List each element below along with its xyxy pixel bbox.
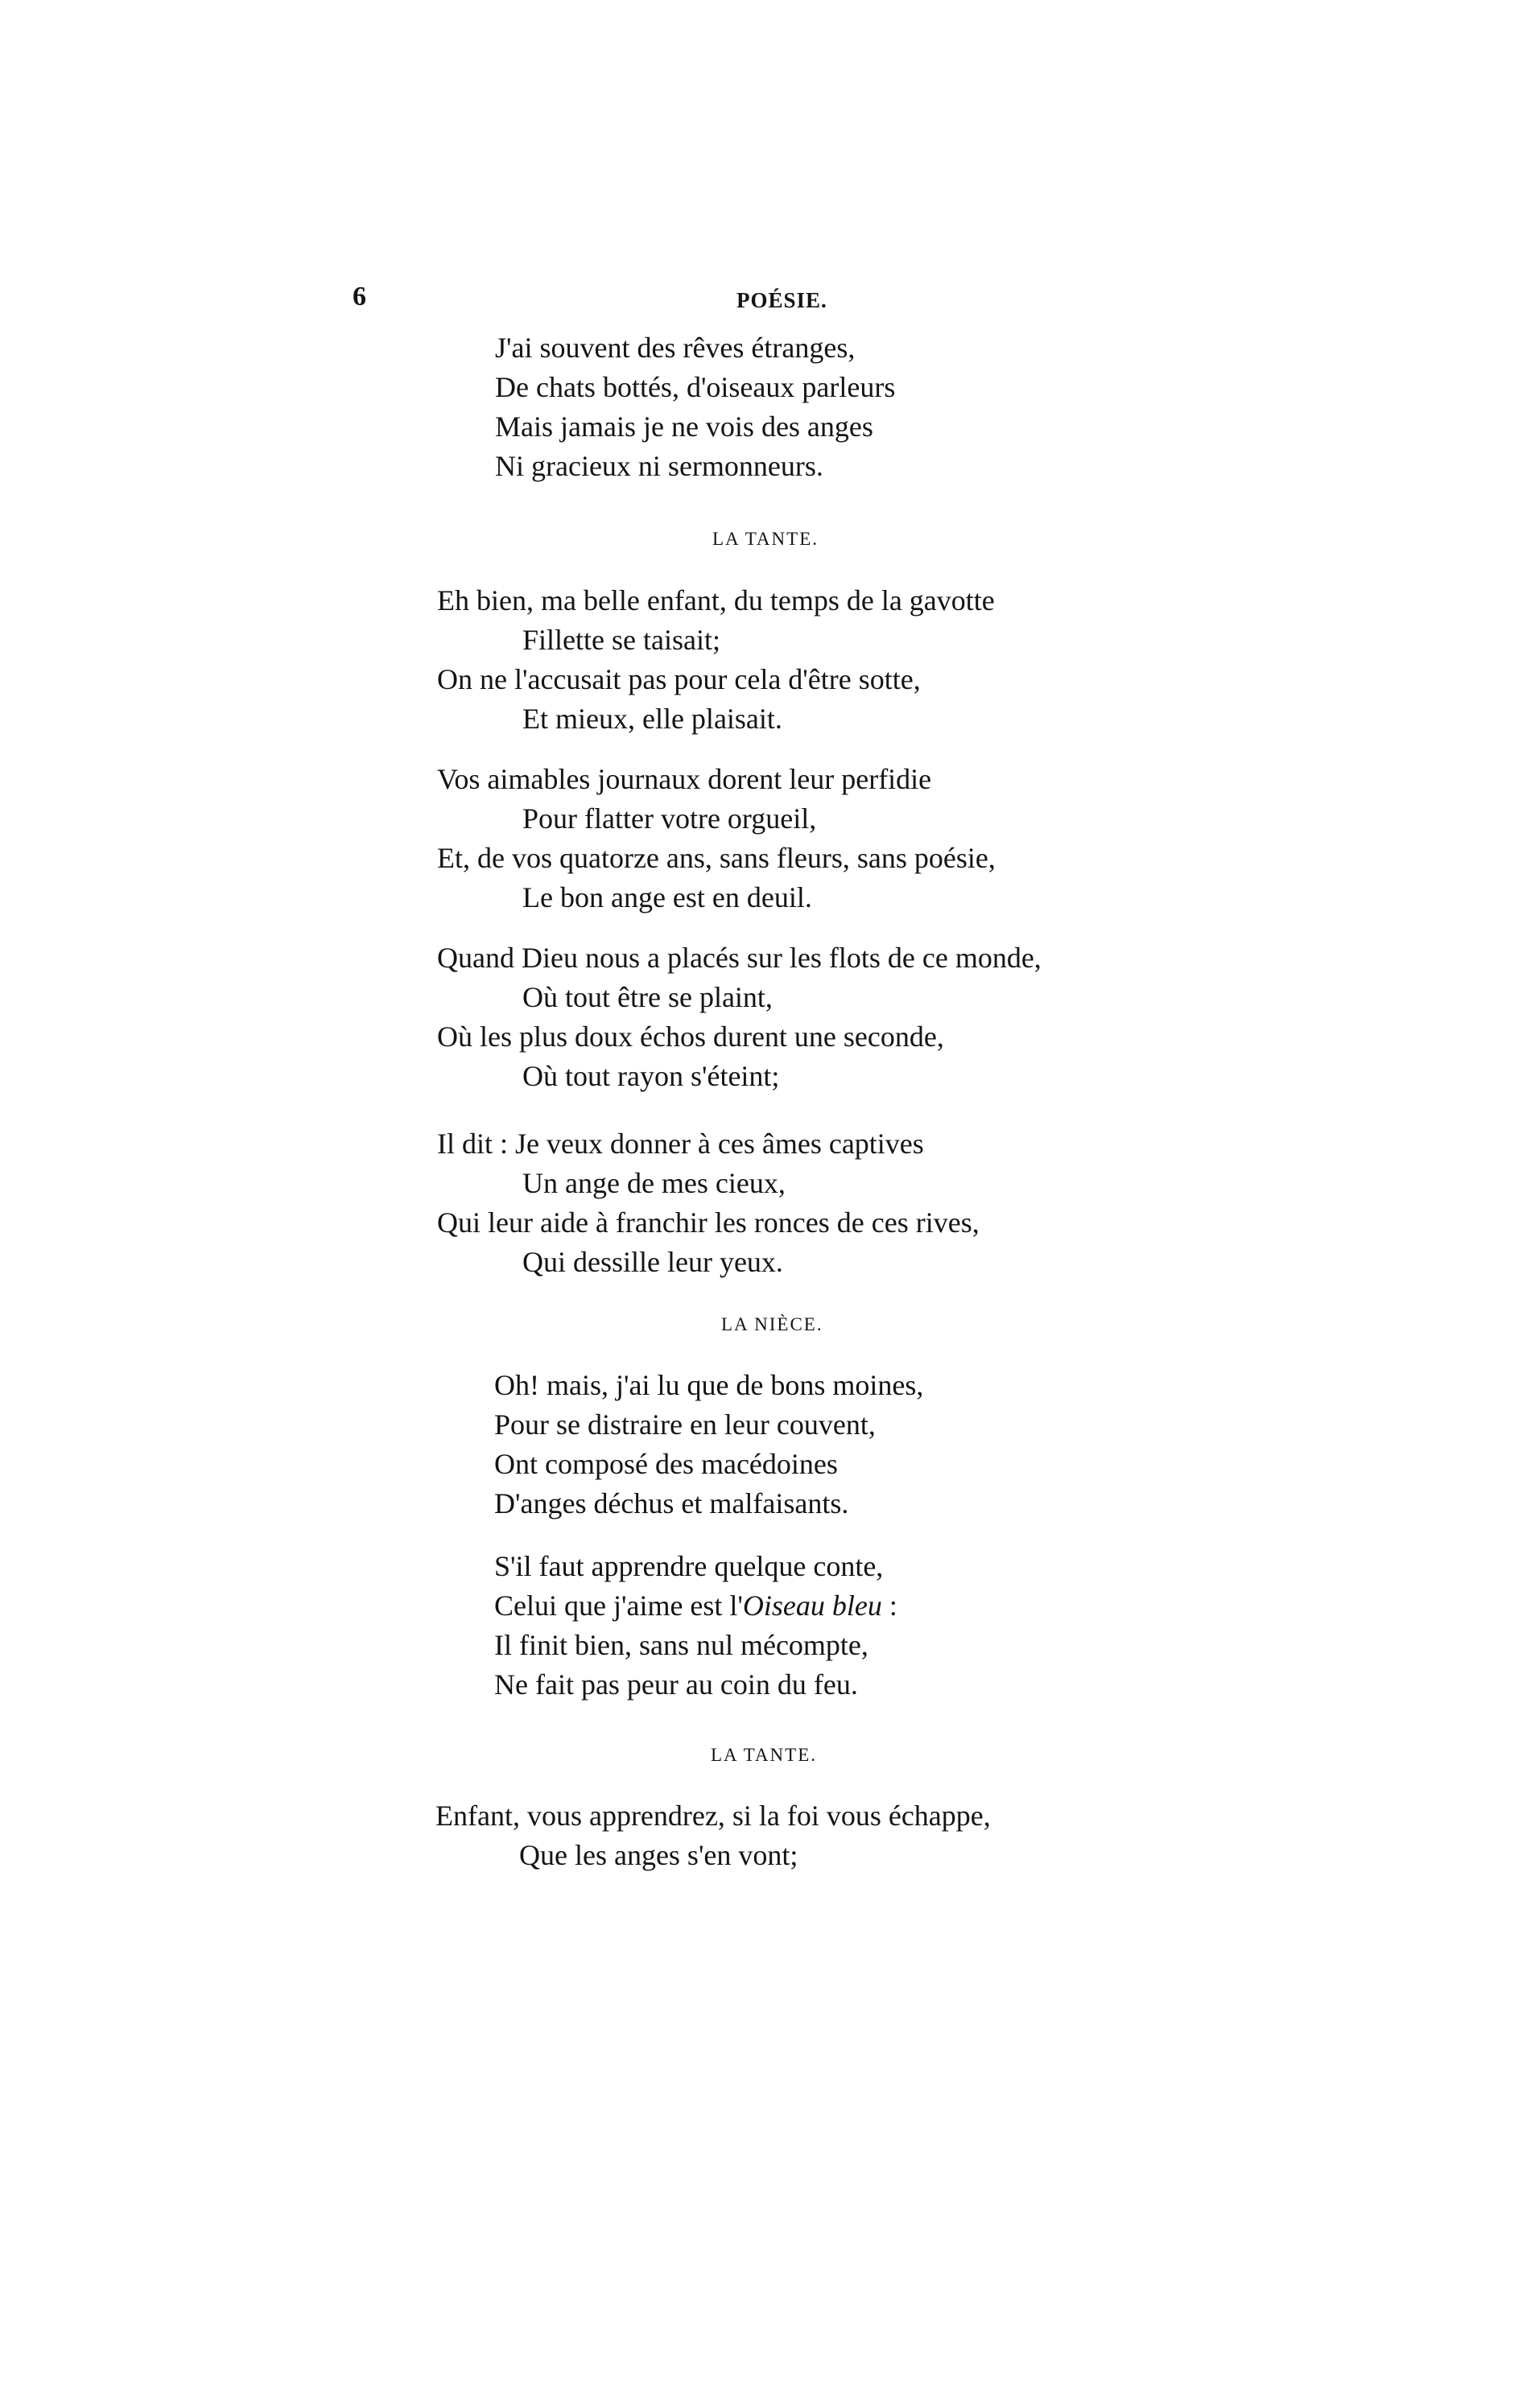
verse-line: Il dit : Je veux donner à ces âmes captives bbox=[437, 1128, 924, 1160]
verse-line: Enfant, vous apprendrez, si la foi vous échappe, bbox=[435, 1800, 991, 1832]
verse-line: Mais jamais je ne vois des anges bbox=[495, 410, 873, 443]
speaker-label: LA NIÈCE. bbox=[721, 1314, 823, 1334]
verse-line: J'ai souvent des rêves étranges, bbox=[495, 332, 856, 364]
verse-line: Un ange de mes cieux, bbox=[522, 1167, 786, 1199]
verse-line: Qui dessille leur yeux. bbox=[522, 1246, 783, 1278]
verse-line: Et, de vos quatorze ans, sans fleurs, sans poésie, bbox=[437, 842, 996, 874]
verse-line: Quand Dieu nous a placés sur les flots de ce monde, bbox=[437, 942, 1042, 974]
verse-text: Celui que j'aime est l' bbox=[494, 1590, 743, 1622]
verse-line: Vos aimables journaux dorent leur perfidie bbox=[437, 763, 932, 795]
speaker-label: LA TANTE. bbox=[712, 529, 819, 549]
stanza-niece-1 bbox=[494, 1366, 923, 1524]
stanza-intro bbox=[495, 328, 895, 486]
verse-text: : bbox=[881, 1590, 897, 1622]
verse-line: Où tout être se plaint, bbox=[522, 981, 773, 1013]
verse-line: Où tout rayon s'éteint; bbox=[522, 1060, 780, 1092]
stanza-tante-2 bbox=[437, 760, 996, 917]
running-title: POÉSIE. bbox=[736, 288, 827, 312]
verse-line: Et mieux, elle plaisait. bbox=[522, 703, 782, 735]
stanza-tante-3 bbox=[437, 938, 1042, 1096]
book-title-italic: Oiseau bleu bbox=[742, 1590, 882, 1622]
verse-line: Ni gracieux ni sermonneurs. bbox=[495, 450, 823, 482]
verse-line: Eh bien, ma belle enfant, du temps de la gavotte bbox=[437, 584, 995, 616]
stanza-tante-1 bbox=[437, 581, 995, 739]
verse-line bbox=[494, 1586, 897, 1626]
verse-line: Qui leur aide à franchir les ronces de ces rives, bbox=[437, 1206, 980, 1239]
verse-line: Que les anges s'en vont; bbox=[519, 1839, 798, 1871]
verse-line: Fillette se taisait; bbox=[522, 624, 720, 656]
speaker-label: LA TANTE. bbox=[711, 1745, 818, 1765]
verse-line: Oh! mais, j'ai lu que de bons moines, bbox=[494, 1369, 924, 1401]
stanza-niece-2 bbox=[494, 1547, 897, 1705]
verse-line: D'anges déchus et malfaisants. bbox=[494, 1487, 849, 1519]
page-number: 6 bbox=[353, 282, 366, 311]
verse-line: Pour flatter votre orgueil, bbox=[522, 802, 817, 835]
verse-line: On ne l'accusait pas pour cela d'être sotte, bbox=[437, 663, 921, 695]
verse-line: De chats bottés, d'oiseaux parleurs bbox=[495, 371, 896, 403]
stanza-tante-5 bbox=[435, 1796, 991, 1875]
verse-line: Le bon ange est en deuil. bbox=[522, 881, 812, 913]
verse-line: Où les plus doux échos durent une seconde, bbox=[437, 1021, 944, 1053]
verse-line: Il finit bien, sans nul mécompte, bbox=[494, 1629, 868, 1661]
verse-line: Ont composé des macédoines bbox=[494, 1448, 838, 1480]
verse-line: Ne fait pas peur au coin du feu. bbox=[494, 1668, 858, 1701]
verse-line: S'il faut apprendre quelque conte, bbox=[494, 1550, 884, 1582]
verse-line: Pour se distraire en leur couvent, bbox=[494, 1408, 876, 1441]
stanza-tante-4 bbox=[437, 1124, 980, 1282]
